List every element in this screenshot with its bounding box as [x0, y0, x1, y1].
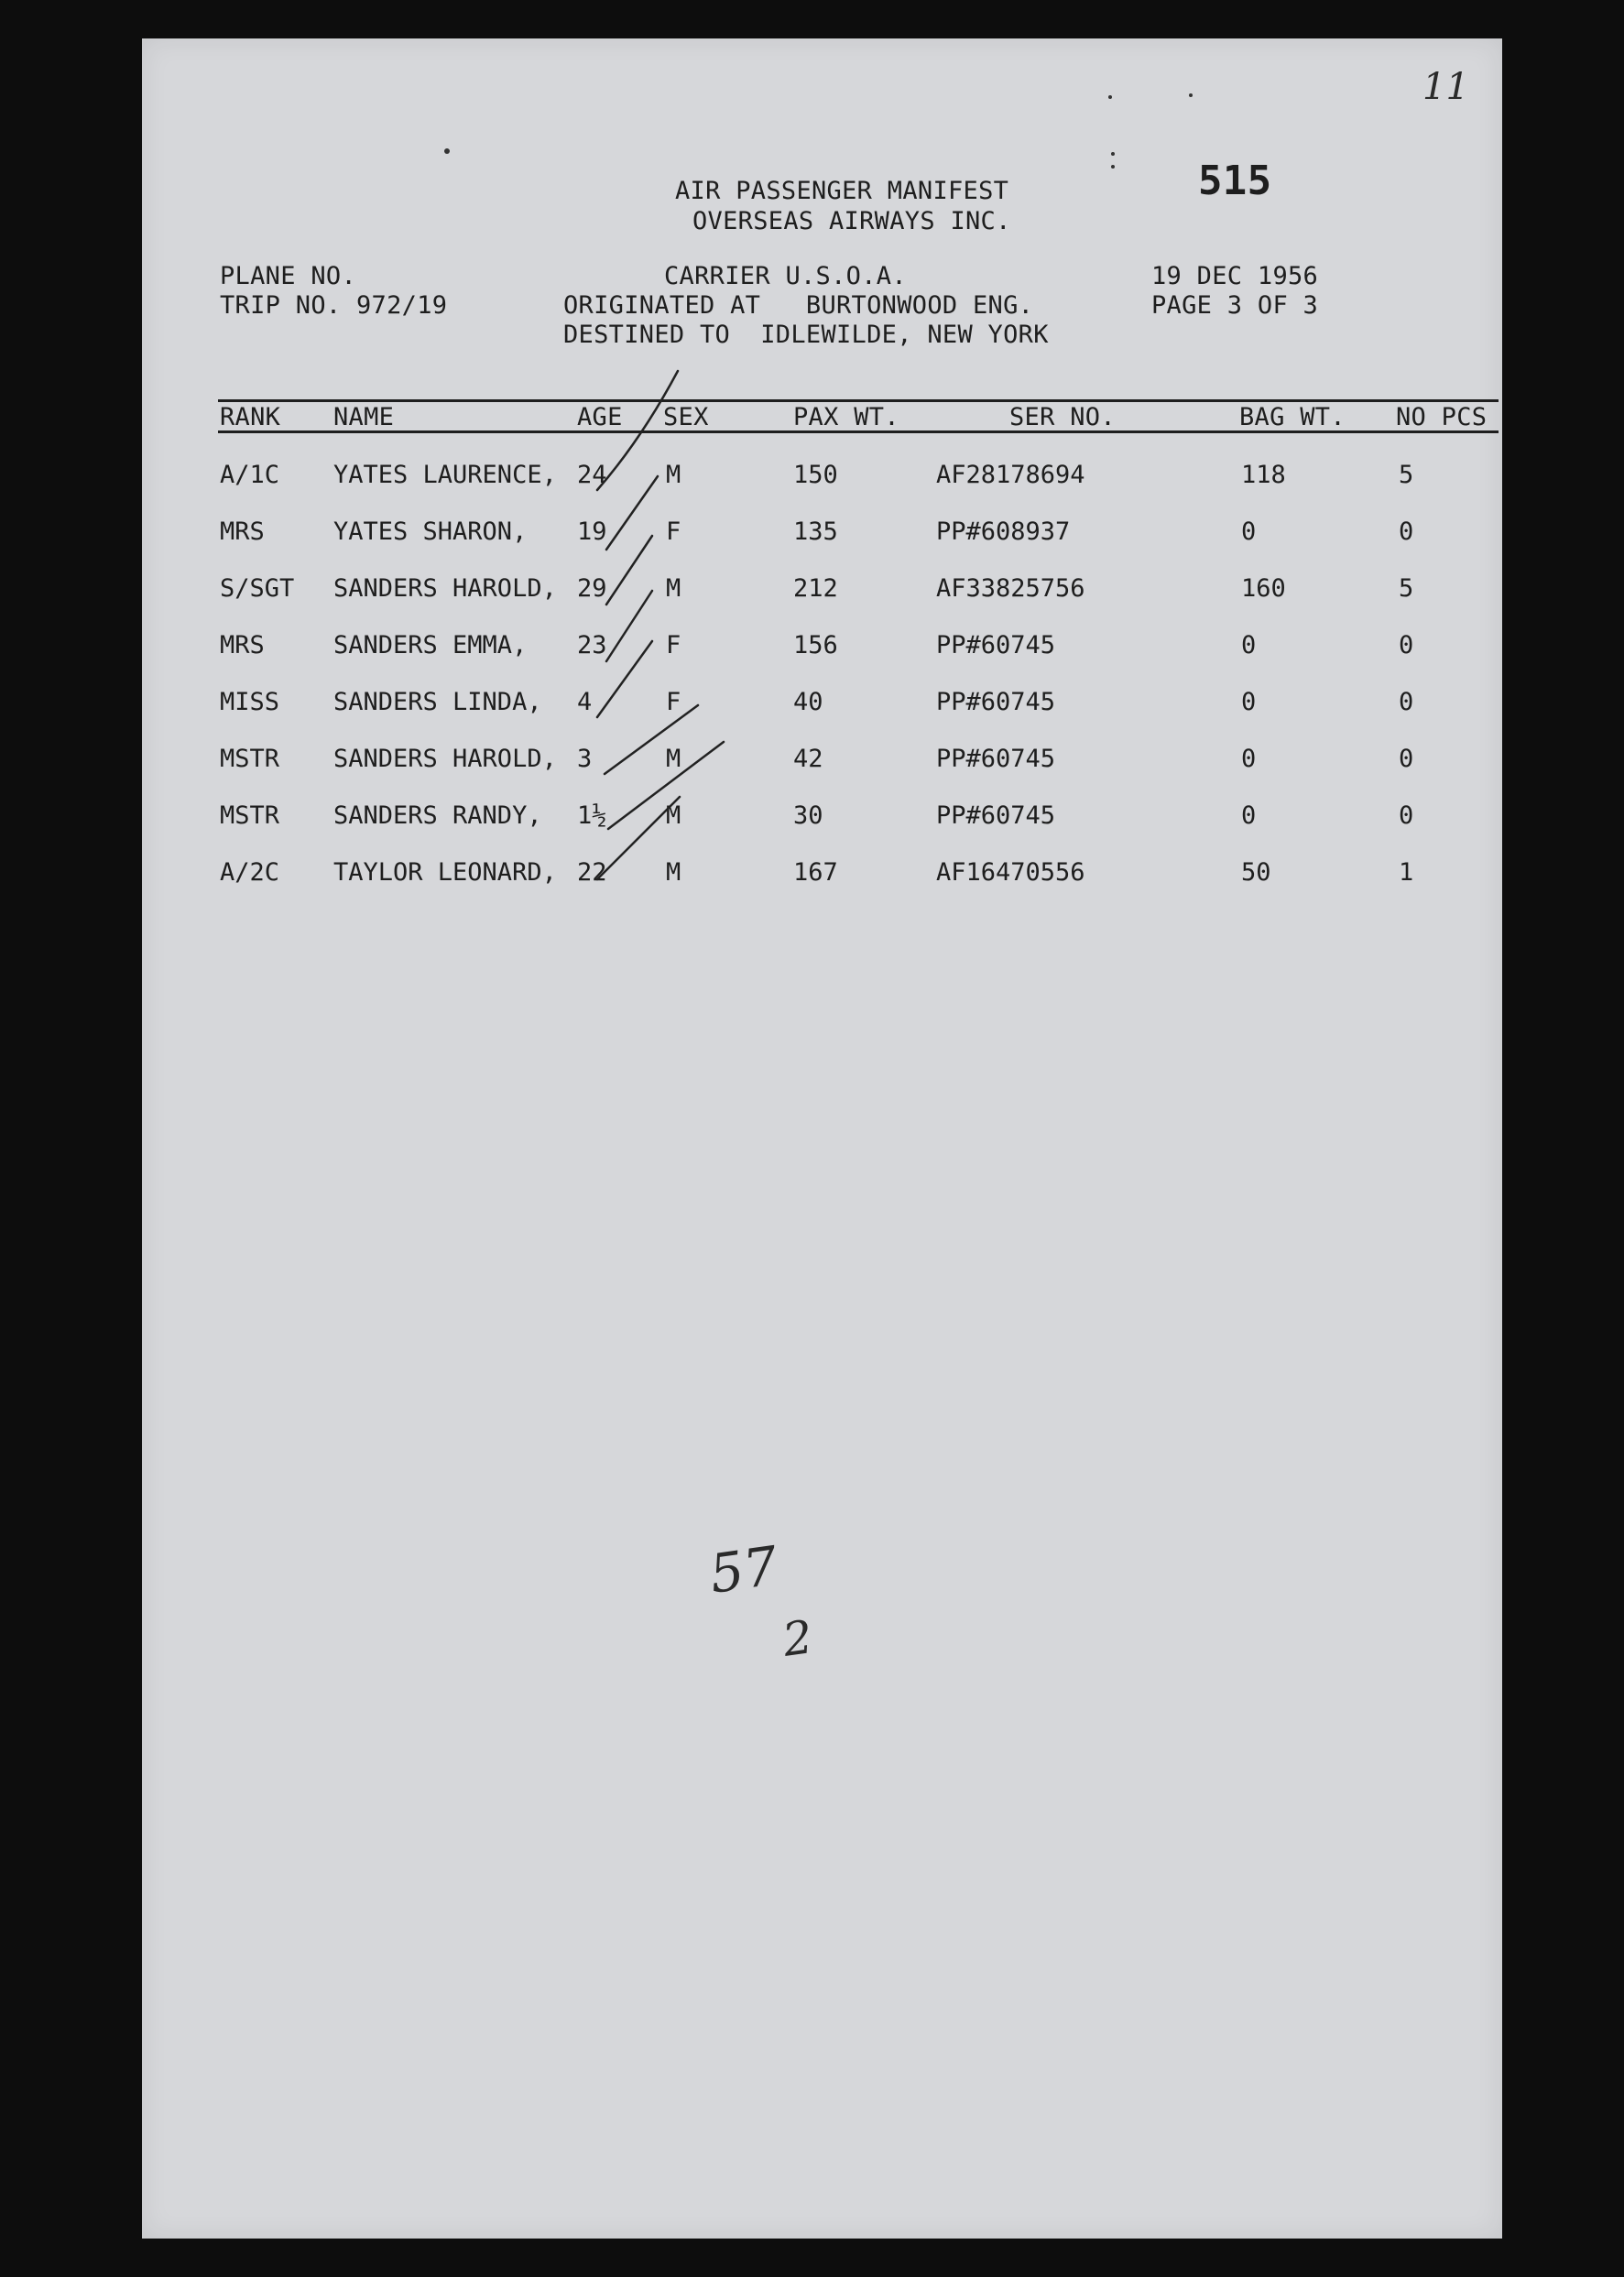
pax-wt-cell: 40 [793, 688, 823, 716]
sex-cell: M [666, 858, 681, 887]
table-row [0, 461, 1624, 497]
bag-wt-cell: 0 [1241, 745, 1257, 773]
sex-cell: M [666, 801, 681, 830]
sex-cell: M [666, 461, 681, 489]
sex-cell: F [666, 688, 681, 716]
manifest-sheet [142, 38, 1502, 2239]
table-row [0, 858, 1624, 895]
age-cell: 3 [577, 745, 593, 773]
pax-wt-cell: 212 [793, 574, 838, 603]
ser-no-cell: PP#60745 [936, 631, 1056, 659]
name-cell: SANDERS HAROLD, [333, 574, 557, 603]
no-pcs-cell: 5 [1399, 574, 1414, 603]
plane-no: PLANE NO. [220, 262, 356, 290]
originated-at: ORIGINATED AT BURTONWOOD ENG. [563, 291, 1034, 320]
bag-wt-cell: 0 [1241, 631, 1257, 659]
rank-cell: MRS [220, 518, 265, 546]
age-cell: 29 [577, 574, 607, 603]
manifest-title: AIR PASSENGER MANIFEST [675, 177, 1009, 205]
table-row [0, 801, 1624, 838]
bag-wt-cell: 0 [1241, 801, 1257, 830]
handwritten-note-line-1: 57 [705, 1534, 782, 1606]
page-indicator: PAGE 3 OF 3 [1151, 291, 1319, 320]
trip-no: TRIP NO. 972/19 [220, 291, 448, 320]
col-no-pcs: NO PCS [1396, 403, 1488, 431]
manifest-date: 19 DEC 1956 [1151, 262, 1319, 290]
name-cell: SANDERS RANDY, [333, 801, 542, 830]
col-ser-no: SER NO. [1009, 403, 1116, 431]
ser-no-cell: AF28178694 [936, 461, 1085, 489]
pax-wt-cell: 30 [793, 801, 823, 830]
pax-wt-cell: 150 [793, 461, 838, 489]
no-pcs-cell: 0 [1399, 631, 1414, 659]
no-pcs-cell: 0 [1399, 518, 1414, 546]
manifest-number: 515 [1198, 158, 1272, 204]
rank-cell: A/2C [220, 858, 280, 887]
age-cell: 22 [577, 858, 607, 887]
rank-cell: MRS [220, 631, 265, 659]
sex-cell: F [666, 518, 681, 546]
ser-no-cell: PP#608937 [936, 518, 1071, 546]
sex-cell: M [666, 574, 681, 603]
ser-no-cell: AF16470556 [936, 858, 1085, 887]
table-row [0, 574, 1624, 611]
bag-wt-cell: 0 [1241, 688, 1257, 716]
rank-cell: A/1C [220, 461, 280, 489]
ser-no-cell: PP#60745 [936, 688, 1056, 716]
no-pcs-cell: 0 [1399, 745, 1414, 773]
name-cell: SANDERS EMMA, [333, 631, 528, 659]
pax-wt-cell: 42 [793, 745, 823, 773]
sex-cell: M [666, 745, 681, 773]
handwritten-note-line-2: 2 [779, 1610, 816, 1667]
name-cell: YATES LAURENCE, [333, 461, 557, 489]
age-cell: 4 [577, 688, 593, 716]
no-pcs-cell: 5 [1399, 461, 1414, 489]
pax-wt-cell: 156 [793, 631, 838, 659]
col-sex: SEX [663, 403, 709, 431]
carrier: CARRIER U.S.O.A. [664, 262, 907, 290]
header-rule-top [218, 399, 1499, 402]
col-age: AGE [577, 403, 623, 431]
destined-to: DESTINED TO IDLEWILDE, NEW YORK [563, 321, 1049, 349]
bag-wt-cell: 50 [1241, 858, 1271, 887]
name-cell: SANDERS HAROLD, [333, 745, 557, 773]
rank-cell: MSTR [220, 801, 280, 830]
name-cell: TAYLOR LEONARD, [333, 858, 557, 887]
col-rank: RANK [220, 403, 281, 431]
no-pcs-cell: 0 [1399, 801, 1414, 830]
rank-cell: S/SGT [220, 574, 295, 603]
table-row [0, 631, 1624, 668]
rank-cell: MISS [220, 688, 280, 716]
col-name: NAME [333, 403, 395, 431]
age-cell: 24 [577, 461, 607, 489]
no-pcs-cell: 1 [1399, 858, 1414, 887]
corner-mark: 11 [1422, 66, 1469, 108]
ser-no-cell: AF33825756 [936, 574, 1085, 603]
col-bag-wt: BAG WT. [1239, 403, 1346, 431]
pax-wt-cell: 167 [793, 858, 838, 887]
rank-cell: MSTR [220, 745, 280, 773]
ser-no-cell: PP#60745 [936, 745, 1056, 773]
age-cell: 23 [577, 631, 607, 659]
bag-wt-cell: 118 [1241, 461, 1286, 489]
name-cell: SANDERS LINDA, [333, 688, 542, 716]
bag-wt-cell: 160 [1241, 574, 1286, 603]
name-cell: YATES SHARON, [333, 518, 528, 546]
age-cell: 19 [577, 518, 607, 546]
table-row [0, 518, 1624, 554]
age-cell: 1½ [577, 801, 607, 830]
sex-cell: F [666, 631, 681, 659]
pax-wt-cell: 135 [793, 518, 838, 546]
bag-wt-cell: 0 [1241, 518, 1257, 546]
company-name: OVERSEAS AIRWAYS INC. [692, 207, 1011, 235]
no-pcs-cell: 0 [1399, 688, 1414, 716]
table-row [0, 688, 1624, 724]
col-pax-wt: PAX WT. [793, 403, 899, 431]
table-row [0, 745, 1624, 781]
ser-no-cell: PP#60745 [936, 801, 1056, 830]
